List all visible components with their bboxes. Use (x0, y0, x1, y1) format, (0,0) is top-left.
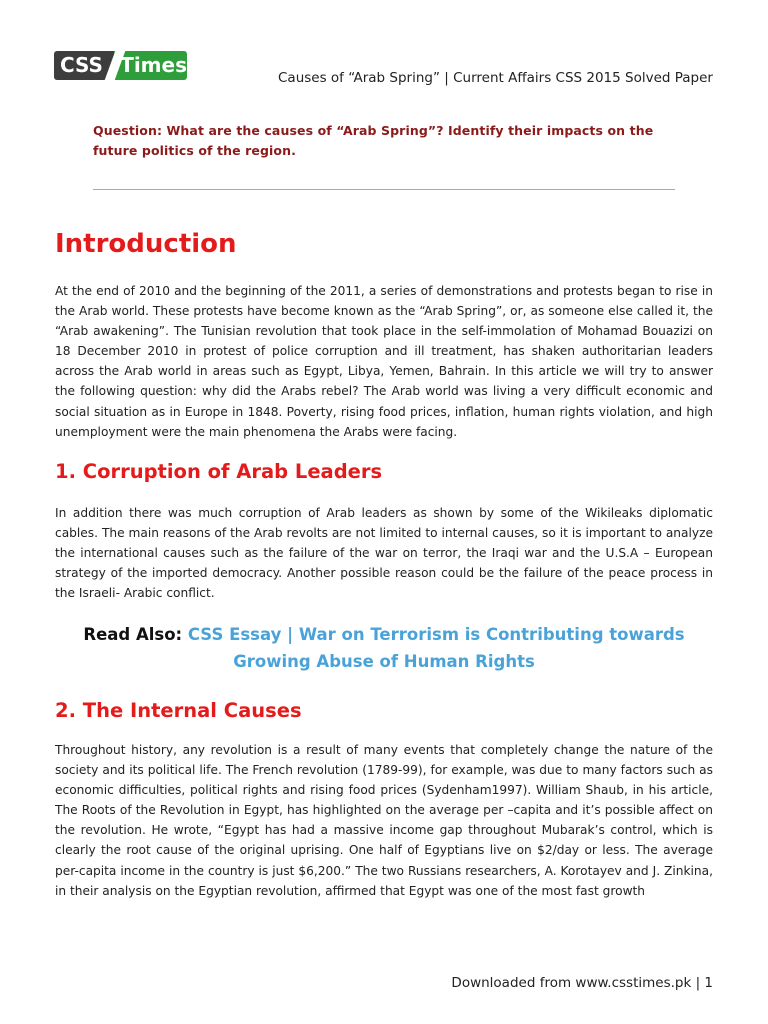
internal-causes-heading: 2. The Internal Causes (55, 699, 302, 722)
read-also-block (55, 621, 713, 675)
introduction-heading: Introduction (55, 229, 237, 259)
introduction-paragraph: At the end of 2010 and the beginning of the 2011, a series of demonstrations and protests began to rise in the Arab world. These protests have become known as the “Arab Spring”, or, as someone else called it, the “Arab awakening”. The Tunisian revolution that took place in the self-immolation of Mohamad Bouazizi on 18 December 2010 in protest of police corruption and ill treatment, has shaken authoritarian leaders across the Arab world in areas such as Egypt, Libya, Yemen, Bahrain. In this article we will try to answer the following question: why did the Arabs rebel? The Arab world was living a very difficult economic and social situation as in Europe in 1848. Poverty, rising food prices, inflation, human rights violation, and high unemployment were the main phenomena the Arabs were facing. (55, 284, 713, 439)
footer-text: Downloaded from www.csstimes.pk | 1 (451, 975, 713, 991)
corruption-heading: 1. Corruption of Arab Leaders (55, 460, 383, 483)
read-also-label: Read Also: (83, 625, 188, 644)
divider (93, 189, 675, 190)
internal-causes-paragraph: Throughout history, any revolution is a result of many events that completely change the nature of the society and its political life. The French revolution (1789-99), for example, was due to many factors such as economic difficulties, political rights and rising food prices (Sydenham1997). William Shaub, in his article, The Roots of the Revolution in Egypt, has highlighted on the average per –capita and it’s possible affect on the revolution. He wrote, “Egypt has had a massive income gap throughout Mubarak’s control, which is clearly the root cause of the original uprising. One half of Egyptians live on $2/day or less. The average per-capita income in the country is just $6,200.” The two Russians researchers, A. Korotayev and J. Zinkina, in their analysis on the Egyptian revolution, affirmed that Egypt was one of the most fast growth (55, 743, 713, 898)
header-title: Causes of “Arab Spring” | Current Affairs CSS 2015 Solved Paper (278, 70, 713, 86)
logo-times-part: Times (114, 51, 187, 80)
question-text: Question: What are the causes of “Arab Spring”? Identify their impacts on the future politics of the region. (93, 123, 654, 158)
corruption-paragraph: In addition there was much corruption of Arab leaders as shown by some of the Wikileaks diplomatic cables. The main reasons of the Arab revolts are not limited to internal causes, so it is important to analyze the international causes such as the failure of the war on terror, the Iraqi war and the U.S.A – European strategy of the imported democracy. Another possible reason could be the failure of the peace process in the Israeli- Arabic conflict. (55, 506, 713, 601)
logo-css-part: CSS (54, 51, 114, 80)
site-logo (54, 51, 187, 80)
read-also-link[interactable]: CSS Essay | War on Terrorism is Contributing towards Growing Abuse of Human Rights (187, 625, 685, 671)
